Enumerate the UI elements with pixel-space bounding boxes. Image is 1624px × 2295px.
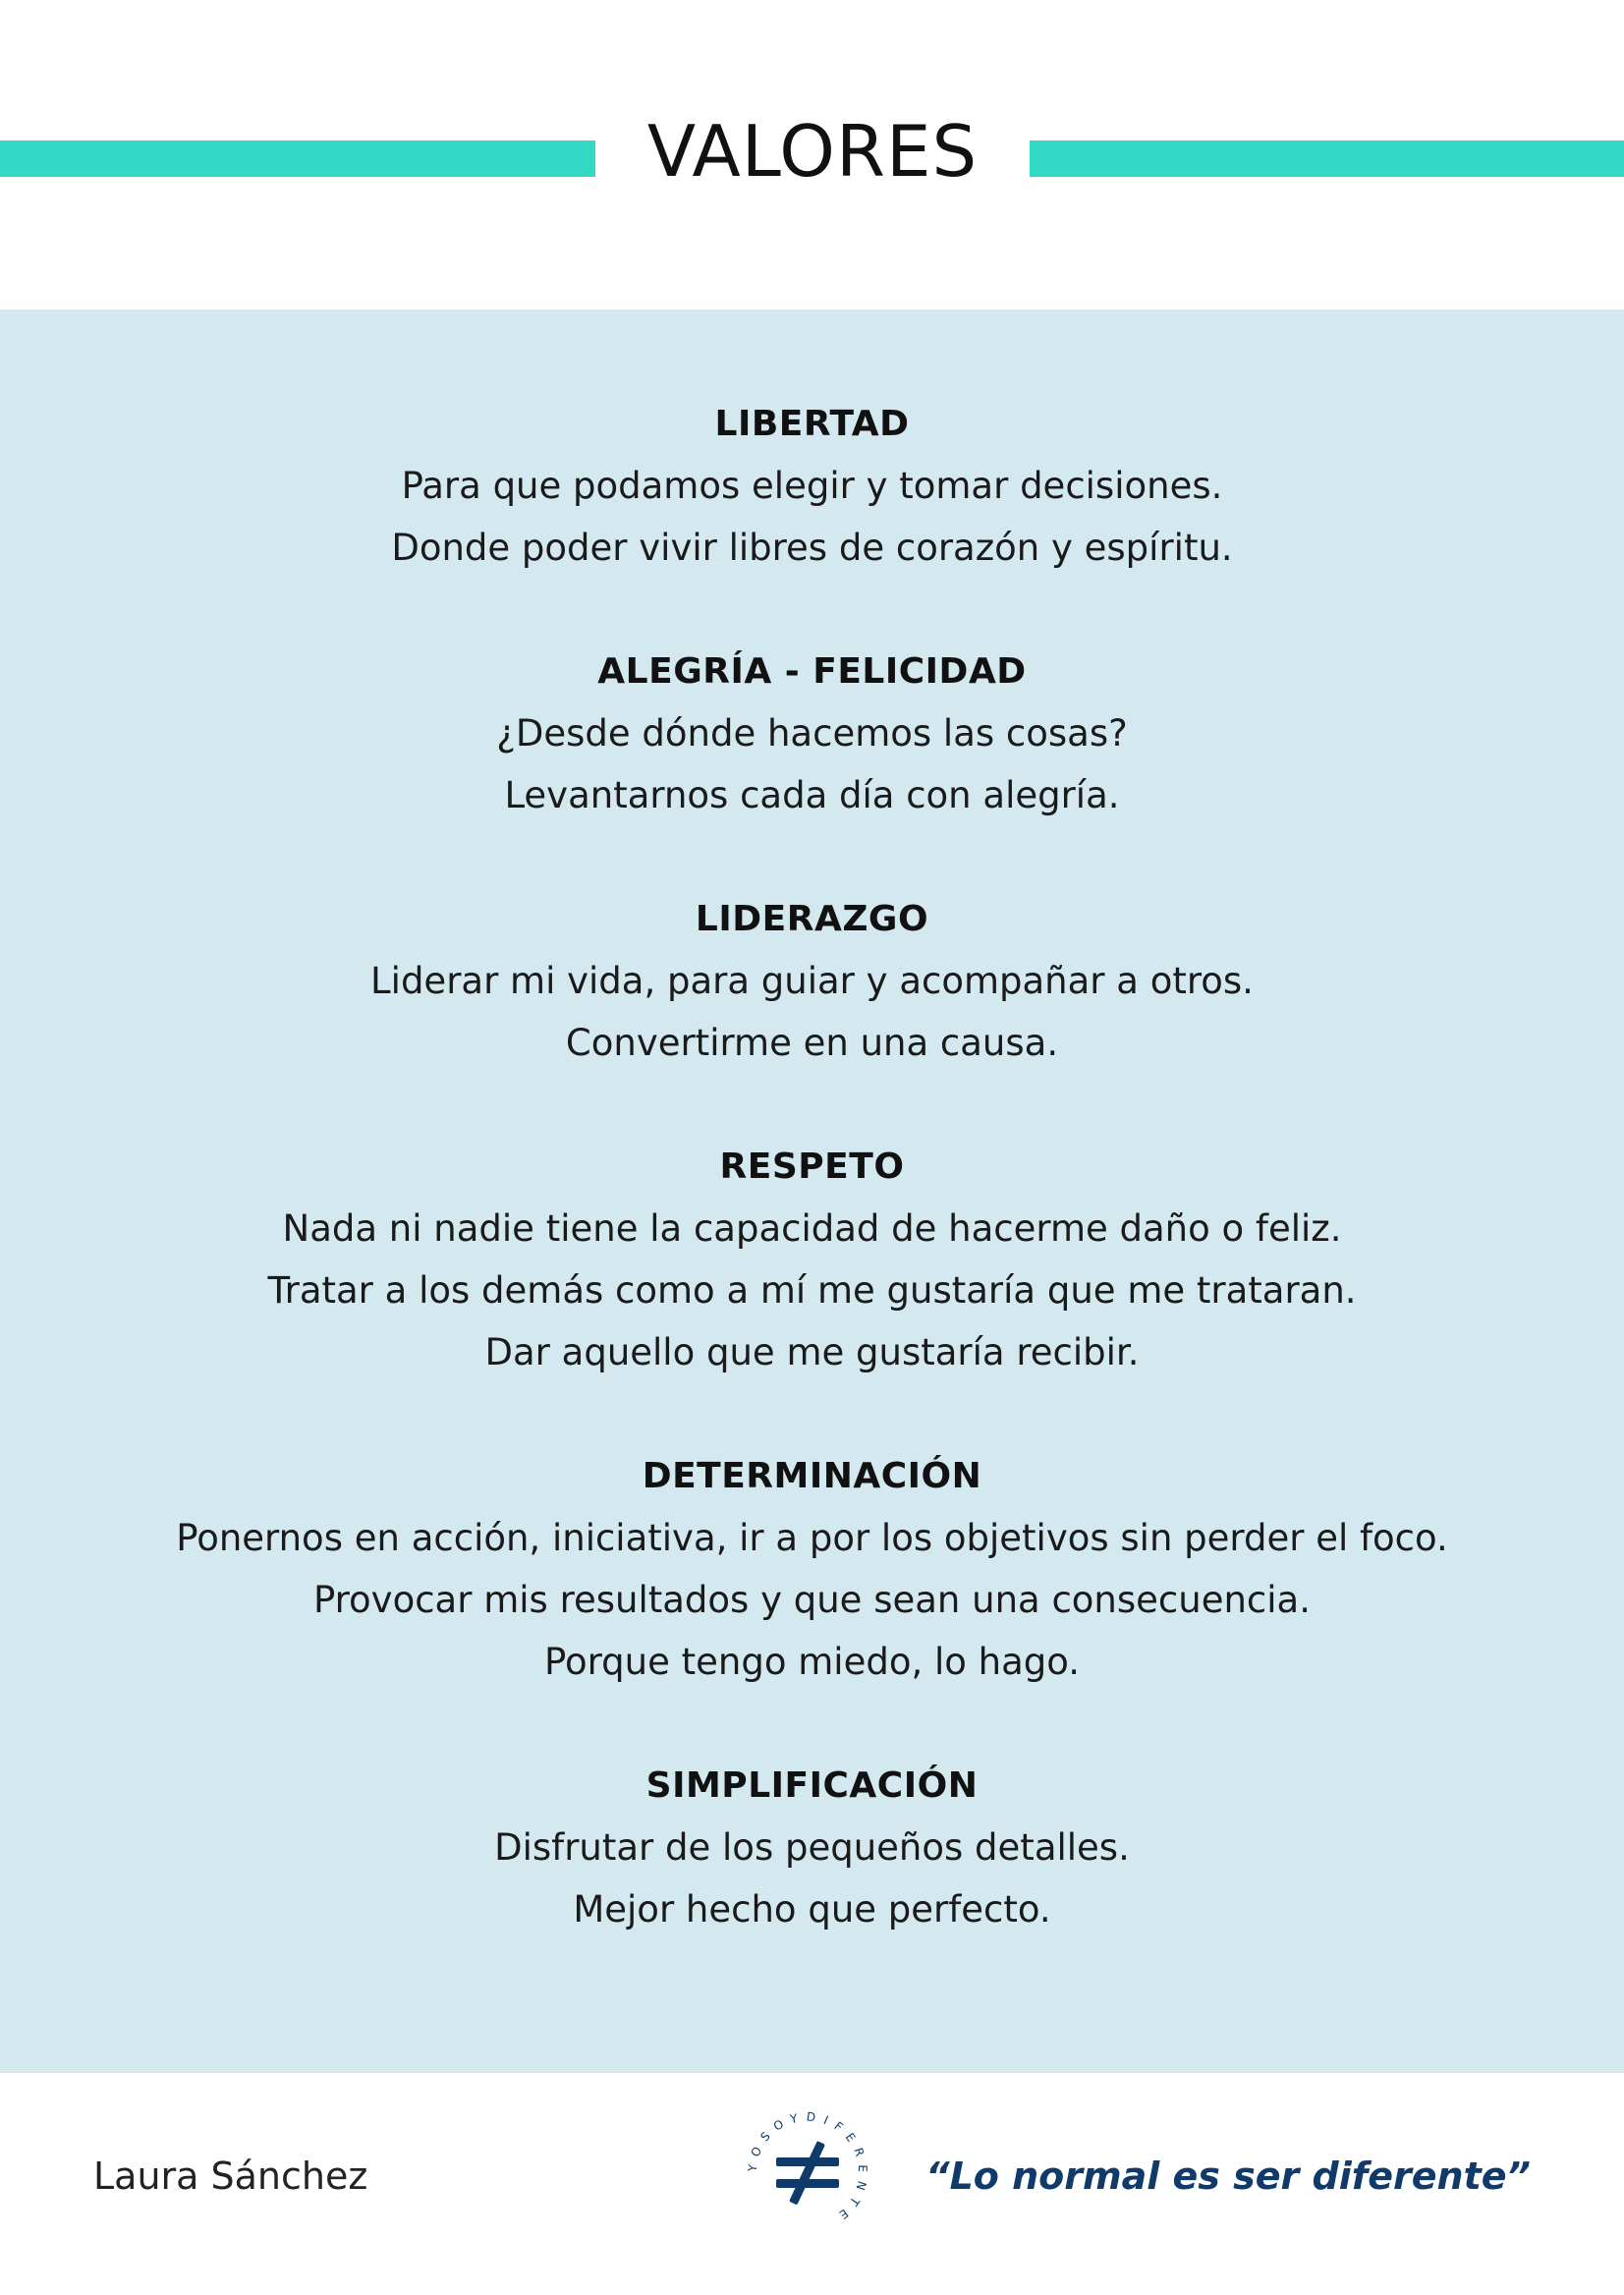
header-accent-bar-left [0,140,595,177]
value-line: Dar aquello que me gustaría recibir. [484,1331,1140,1373]
value-respeto [0,1136,1624,1383]
value-line: Mejor hecho que perfecto. [573,1888,1051,1931]
value-line: Tratar a los demás como a mí me gustaría que me trataran. [267,1269,1357,1312]
footer-quote: “Lo normal es ser diferente” [925,2155,1531,2198]
value-heading: DETERMINACIÓN [642,1456,982,1496]
value-line: Provocar mis resultados y que sean una consecuencia. [312,1579,1311,1621]
value-line: Ponernos en acción, iniciativa, ir a por los objetivos sin perder el foco. [176,1517,1448,1559]
value-heading: LIDERAZGO [695,899,929,939]
value-line: Para que podamos elegir y tomar decisiones. [401,465,1223,507]
page-title: VALORES [646,110,979,193]
value-determinacion [0,1445,1624,1693]
value-line: Convertirme en una causa. [565,1022,1059,1064]
value-line: Porque tengo miedo, lo hago. [543,1641,1081,1683]
value-line: Disfrutar de los pequeños detalles. [494,1826,1130,1869]
value-heading: SIMPLIFICACIÓN [645,1765,979,1806]
value-alegria-felicidad [0,641,1624,826]
values-list [0,393,1624,2002]
value-line: Levantarnos cada día con alegría. [504,774,1120,816]
value-heading: ALEGRÍA - FELICIDAD [597,651,1027,692]
value-line: ¿Desde dónde hacemos las cosas? [496,712,1128,755]
value-liderazgo [0,888,1624,1074]
value-line: Nada ni nadie tiene la capacidad de hacerme daño o feliz. [282,1207,1342,1250]
value-heading: RESPETO [719,1147,905,1187]
svg-text:YOSOYDIFERENTE: YOSOYDIFERENTE [745,2109,870,2227]
value-heading: LIBERTAD [714,404,910,444]
value-line: Liderar mi vida, para guiar y acompañar a otros. [370,960,1254,1002]
not-equal-logo-icon [744,2108,871,2236]
author-name: Laura Sánchez [93,2155,368,2198]
value-line: Donde poder vivir libres de corazón y espíritu. [391,527,1233,569]
value-libertad [0,393,1624,579]
header-accent-bar-right [1030,140,1624,177]
value-simplificacion [0,1755,1624,1940]
